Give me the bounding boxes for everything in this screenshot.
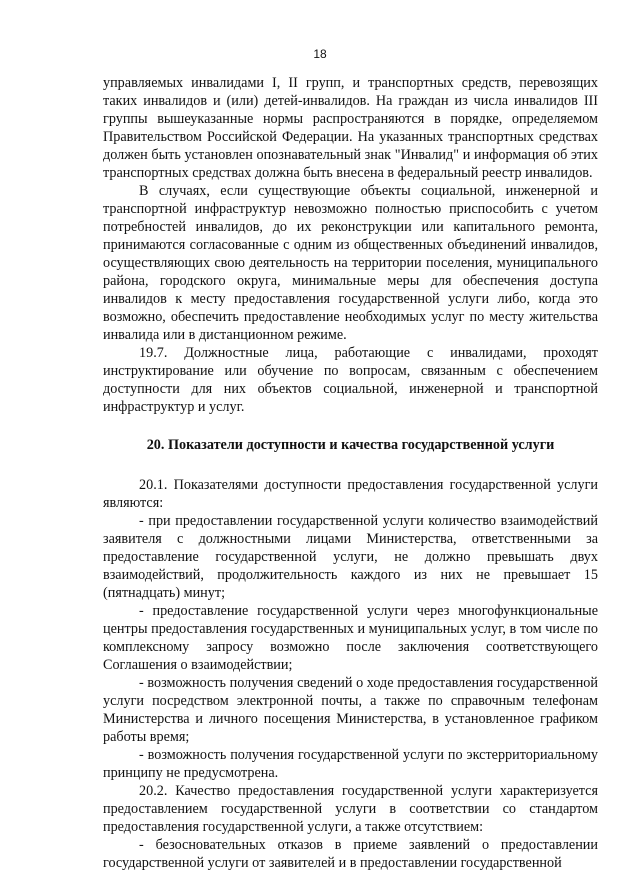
paragraph-19-7: 19.7. Должностные лица, работающие с инвалидами, проходят инструктирование или обучение по вопросам, связанным с обеспечением доступности для них объектов социальной, инженерной и транспортной инфраструктур и услуг. <box>103 345 598 415</box>
paragraph-infrastructure: В случаях, если существующие объекты социальной, инженерной и транспортной инфраструктур невозможно полностью приспособить с учетом потребностей инвалидов, до их реконструкции или капитального ремонта, принимаются согласованные с одним из общественных объединений инвалидов, осуществляющих свою деятельность на территории поселения, муниципального района, городского округа, минимальные меры для обеспечения доступа инвалидов к месту предоставления государственной услуги либо, когда это возможно, обеспечить предоставление необходимых услуг по месту жительства инвалида или в дистанционном режиме. <box>103 183 598 343</box>
document-body <box>103 74 598 872</box>
page-number: 18 <box>313 47 327 61</box>
paragraph-20-1: 20.1. Показателями доступности предоставления государственной услуги являются: <box>103 477 598 511</box>
list-item-mfc: - предоставление государственной услуги через многофункциональные центры предоставления государственных и муниципальных услуг, в том числе по комплексному запросу возможно после заключения соответствующего Соглашения о взаимодействии; <box>103 603 598 673</box>
paragraph-20-2: 20.2. Качество предоставления государственной услуги характеризуется предоставлением государственной услуги в соответствии со стандартом предоставления государственной услуги, а также отсутствием: <box>103 783 598 835</box>
paragraph-continuation: управляемых инвалидами I, II групп, и транспортных средств, перевозящих таких инвалидов и (или) детей-инвалидов. На граждан из числа инвалидов III группы вышеуказанные нормы распространяются в порядке, определяемом Правительством Российской Федерации. На указанных транспортных средствах должен быть установлен опознавательный знак "Инвалид" и информация об этих транспортных средствах должна быть внесена в федеральный реестр инвалидов. <box>103 75 598 181</box>
list-item-info: - возможность получения сведений о ходе предоставления государственной услуги посредством электронной почты, а также по справочным телефонам Министерства и личного посещения Министерства, в установленное графиком работы время; <box>103 675 598 745</box>
list-item-interactions: - при предоставлении государственной услуги количество взаимодействий заявителя с должностными лицами Министерства, ответственными за предоставление государственной услуги, не должно превышать двух взаимодействий, продолжительность каждого из них не превышает 15 (пятнадцать) минут; <box>103 513 598 601</box>
list-item-extraterritorial: - возможность получения государственной услуги по экстерриториальному принципу не предусмотрена. <box>103 747 598 781</box>
list-item-refusals: - безосновательных отказов в приеме заявлений о предоставлении государственной услуги от заявителей и в предоставлении государственной <box>103 837 598 871</box>
section-heading-20: 20. Показатели доступности и качества государственной услуги <box>146 437 555 453</box>
